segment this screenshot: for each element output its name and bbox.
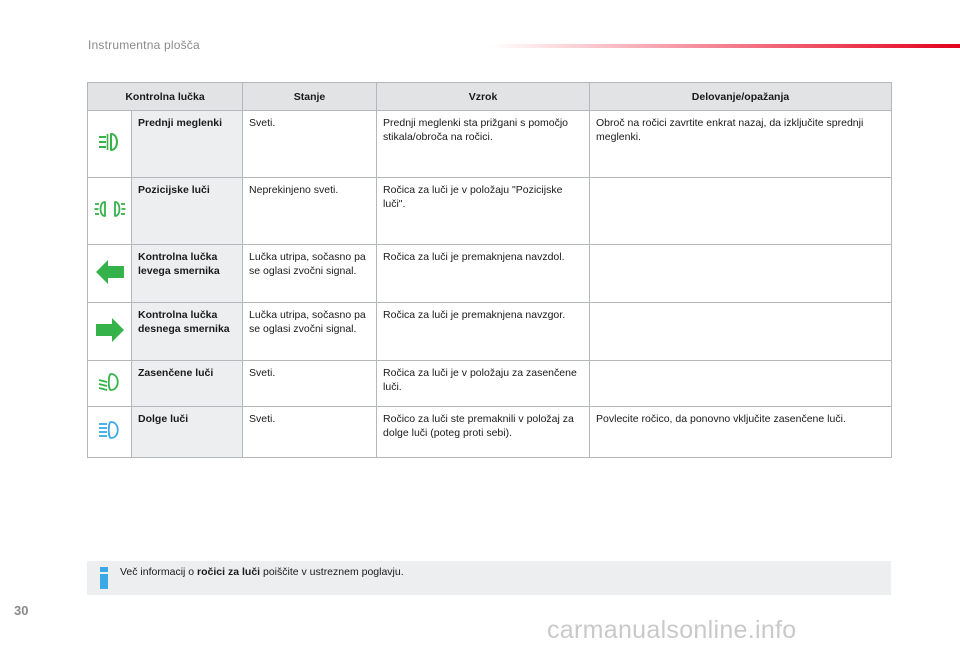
table-row [88,303,892,361]
light-state: Neprekinjeno sveti. [243,178,377,245]
light-cause: Ročica za luči je premaknjena navzdol. [377,245,590,303]
icon-cell [88,303,132,361]
light-name: Dolge luči [132,407,243,458]
column-header-cause: Vzrok [377,83,590,111]
table-row [88,361,892,407]
icon-cell [88,407,132,458]
main-beam-icon [97,420,123,440]
table-row [88,245,892,303]
column-header-action: Delovanje/opažanja [590,83,892,111]
table-row [88,111,892,178]
light-state: Lučka utripa, sočasno pa se oglasi zvočni signal. [243,303,377,361]
icon-cell [88,361,132,407]
light-state: Sveti. [243,407,377,458]
light-action [590,361,892,407]
header-accent-bar [490,44,960,48]
light-cause: Prednji meglenki sta prižgani s pomočjo stikala/obroča na ročici. [377,111,590,178]
light-state: Sveti. [243,361,377,407]
light-action [590,178,892,245]
position-lights-icon [94,199,126,219]
info-text-before: Več informacij o [120,566,198,578]
dipped-beam-icon [97,372,123,392]
info-text-after: poiščite v ustreznem poglavju. [260,566,404,578]
front-fog-lights-icon [97,131,123,153]
light-action [590,245,892,303]
info-box [87,561,891,595]
info-icon [97,566,111,590]
page-title: Instrumentna plošča [88,38,200,52]
right-turn-signal-icon [95,317,125,343]
page-number: 30 [14,603,29,618]
left-turn-signal-icon [95,259,125,285]
icon-cell [88,111,132,178]
light-cause: Ročica za luči je premaknjena navzgor. [377,303,590,361]
table-header-row [88,83,892,111]
light-state: Lučka utripa, sočasno pa se oglasi zvočni signal. [243,245,377,303]
column-header-light: Kontrolna lučka [88,83,243,111]
light-action [590,303,892,361]
light-name: Prednji meglenki [132,111,243,178]
column-header-state: Stanje [243,83,377,111]
light-action: Obroč na ročici zavrtite enkrat nazaj, da izključite sprednji meglenki. [590,111,892,178]
info-text-bold: ročici za luči [197,566,261,578]
light-cause: Ročica za luči je v položaju "Pozicijske luči". [377,178,590,245]
light-name: Kontrolna lučka desnega smernika [132,303,243,361]
info-text [120,566,404,578]
light-name: Kontrolna lučka levega smernika [132,245,243,303]
icon-cell [88,245,132,303]
light-cause: Ročica za luči je v položaju za zasenčene luči. [377,361,590,407]
icon-cell [88,178,132,245]
light-action: Povlecite ročico, da ponovno vključite zasenčene luči. [590,407,892,458]
watermark: carmanualsonline.info [547,616,797,644]
warning-lights-table [87,82,892,458]
light-name: Pozicijske luči [132,178,243,245]
light-cause: Ročico za luči ste premaknili v položaj za dolge luči (poteg proti sebi). [377,407,590,458]
table-row [88,407,892,458]
light-state: Sveti. [243,111,377,178]
light-name: Zasenčene luči [132,361,243,407]
table-row [88,178,892,245]
